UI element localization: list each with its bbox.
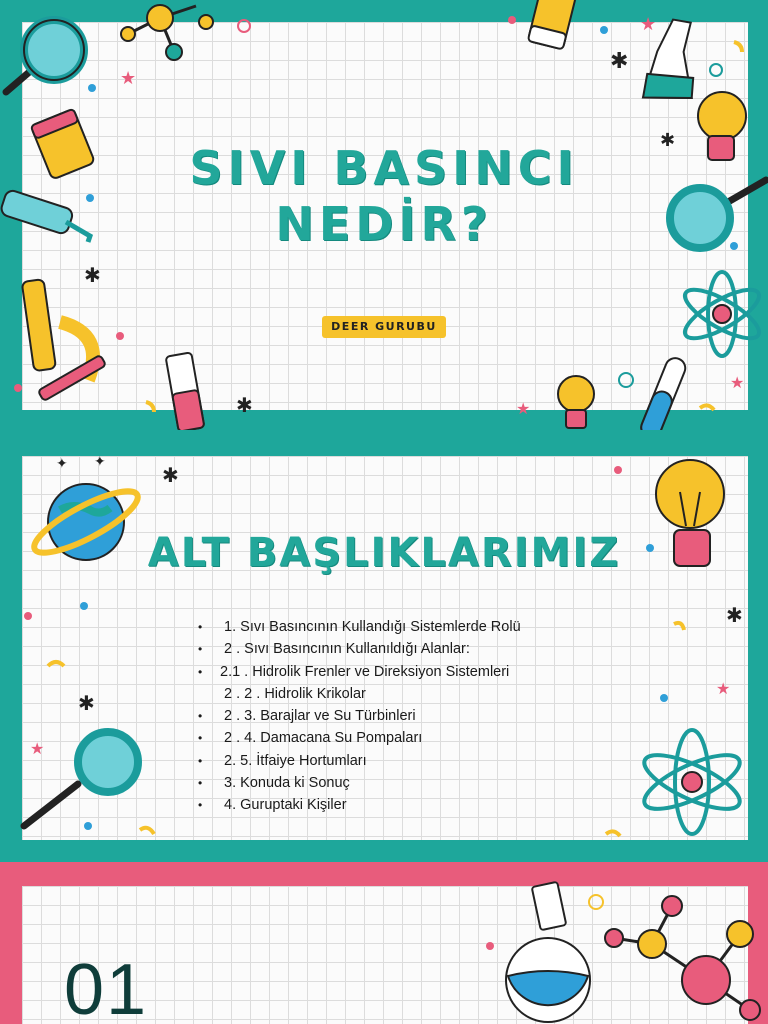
svg-text:✦: ✦ bbox=[94, 454, 106, 470]
svg-text:✱: ✱ bbox=[236, 393, 253, 417]
svg-text:✱: ✱ bbox=[84, 263, 101, 287]
svg-text:✱: ✱ bbox=[610, 49, 629, 74]
list-item: • 4. Guruptaki Kişiler bbox=[198, 797, 347, 814]
slide-title bbox=[0, 0, 768, 430]
list-item: • 2 . 3. Barajlar ve Su Türbinleri bbox=[198, 708, 416, 725]
svg-text:★: ★ bbox=[716, 679, 731, 698]
page-title bbox=[0, 140, 768, 252]
list-item: 2 . 2 . Hidrolik Krikolar bbox=[220, 685, 366, 702]
title-line-2: NEDİR? bbox=[275, 197, 493, 251]
svg-text:✦: ✦ bbox=[56, 456, 68, 472]
list-item: • 2 . 4. Damacana Su Pompaları bbox=[198, 730, 423, 747]
svg-text:★: ★ bbox=[730, 373, 745, 392]
svg-text:★: ★ bbox=[30, 739, 45, 758]
section-title: ALT BAŞLIKLARIMIZ bbox=[147, 530, 621, 576]
section-number: 01 bbox=[64, 950, 149, 1024]
list-item: • 3. Konuda ki Sonuç bbox=[198, 775, 350, 792]
subtopic-list bbox=[198, 616, 598, 817]
slide-subtopics bbox=[0, 430, 768, 862]
list-item: • 1. Sıvı Basıncının Kullandığı Sistemlerde Rolü bbox=[198, 619, 521, 635]
svg-text:★: ★ bbox=[516, 399, 531, 418]
list-item: • 2.1 . Hidrolik Frenler ve Direksiyon Sistemleri bbox=[198, 663, 510, 680]
svg-text:★: ★ bbox=[640, 14, 657, 35]
svg-text:✱: ✱ bbox=[78, 691, 95, 715]
svg-text:★: ★ bbox=[120, 68, 137, 89]
list-item: • 2 . Sıvı Basıncının Kullanıldığı Alanlar: bbox=[198, 641, 470, 658]
slide-section-01 bbox=[0, 862, 768, 1024]
title-line-1: SIVI BASINCI bbox=[189, 141, 579, 195]
svg-text:✱: ✱ bbox=[660, 130, 676, 151]
group-name-badge: DEER GURUBU bbox=[322, 316, 446, 338]
svg-text:✱: ✱ bbox=[726, 603, 743, 627]
list-item: • 2. 5. İtfaiye Hortumları bbox=[198, 752, 367, 769]
svg-text:✱: ✱ bbox=[162, 463, 179, 487]
